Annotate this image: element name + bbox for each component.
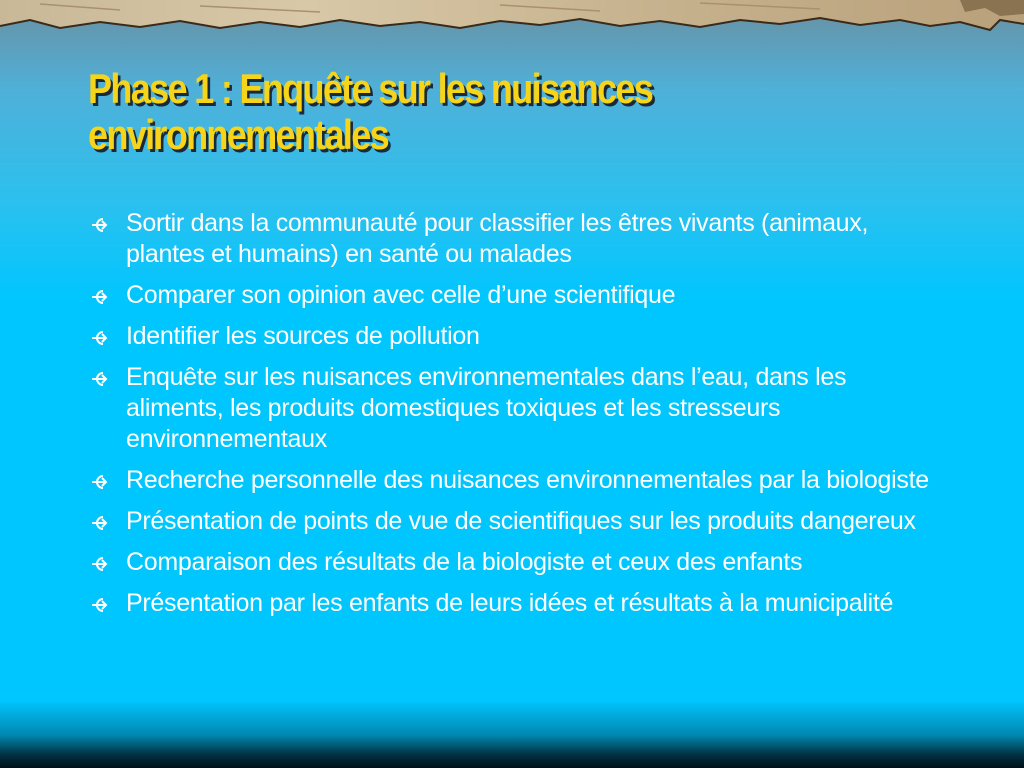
bullet-text: Comparaison des résultats de la biologiste et ceux des enfants xyxy=(126,548,803,576)
curved-arrow-right-icon xyxy=(90,554,110,574)
bullet-list xyxy=(90,208,940,629)
bullet-text: Présentation par les enfants de leurs idées et résultats à la municipalité xyxy=(126,589,894,617)
slide-title-line2: environnementales xyxy=(88,111,388,158)
bullet-text: Présentation de points de vue de scientifiques sur les produits dangereux xyxy=(126,507,916,535)
curved-arrow-right-icon xyxy=(90,287,110,307)
curved-arrow-right-icon xyxy=(90,595,110,615)
slide-title-line1: Phase 1 : Enquête sur les nuisances xyxy=(88,65,653,112)
bullet-text: Enquête sur les nuisances environnementales dans l’eau, dans les aliments, les produits domestiques toxiques et les stresseurs environnementaux xyxy=(126,363,847,453)
bullet-item xyxy=(90,321,940,352)
bullet-text: Identifier les sources de pollution xyxy=(126,322,480,350)
bullet-text: Sortir dans la communauté pour classifier les êtres vivants (animaux, plantes et humains) en santé ou malades xyxy=(126,209,869,268)
curved-arrow-right-icon xyxy=(90,513,110,533)
bullet-text: Recherche personnelle des nuisances environnementales par la biologiste xyxy=(126,466,929,494)
curved-arrow-right-icon xyxy=(90,369,110,389)
bullet-item xyxy=(90,465,940,496)
bullet-item xyxy=(90,506,940,537)
curved-arrow-right-icon xyxy=(90,328,110,348)
bullet-item xyxy=(90,208,940,270)
curved-arrow-right-icon xyxy=(90,472,110,492)
torn-paper-banner xyxy=(0,0,1024,40)
bullet-item xyxy=(90,547,940,578)
bullet-item xyxy=(90,280,940,311)
bullet-item xyxy=(90,362,940,455)
bullet-item xyxy=(90,588,940,619)
bullet-text: Comparer son opinion avec celle d’une scientifique xyxy=(126,281,676,309)
slide-title xyxy=(88,66,965,158)
curved-arrow-right-icon xyxy=(90,215,110,235)
